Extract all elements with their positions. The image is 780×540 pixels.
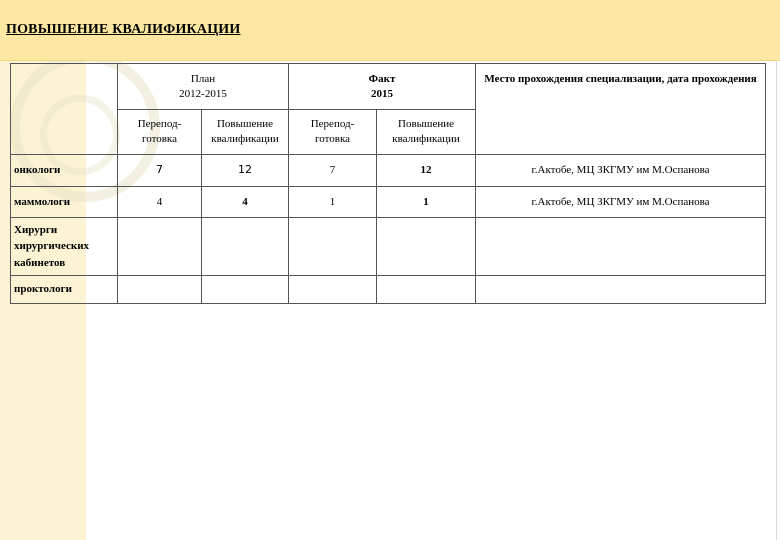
plan-qualification-value: 12 bbox=[202, 155, 289, 187]
row-label-multiline bbox=[11, 218, 118, 276]
row-label-line: кабинетов bbox=[14, 256, 66, 269]
header-bar bbox=[0, 0, 780, 61]
table-row bbox=[11, 276, 766, 304]
place-header: Место прохождения специализации, дата прохождения bbox=[476, 64, 766, 155]
plan-qualification-value: 4 bbox=[202, 187, 289, 218]
empty-cell bbox=[202, 218, 289, 276]
fact-qualification-line1: Повышение bbox=[398, 118, 455, 131]
fact-header: Факт bbox=[368, 72, 396, 85]
fact-retraining-header bbox=[289, 110, 377, 155]
empty-cell bbox=[476, 218, 766, 276]
empty-cell bbox=[289, 276, 377, 304]
qualification-table bbox=[10, 63, 766, 304]
fact-qualification-line2: квалификации bbox=[392, 133, 460, 145]
row-label: маммологи bbox=[11, 187, 118, 218]
fact-qualification-value: 1 bbox=[377, 187, 476, 218]
table-row bbox=[11, 218, 766, 276]
plan-retraining-value: 7 bbox=[118, 155, 202, 187]
header-row-1 bbox=[11, 64, 766, 110]
plan-qualification-line2: квалификации bbox=[211, 133, 279, 145]
empty-cell bbox=[476, 276, 766, 304]
fact-retraining-value: 7 bbox=[289, 155, 377, 187]
row-label: онкологи bbox=[11, 155, 118, 187]
plan-retraining-line1: Перепод- bbox=[137, 118, 182, 131]
empty-cell bbox=[118, 276, 202, 304]
empty-cell bbox=[289, 218, 377, 276]
page-title: ПОВЫШЕНИЕ КВАЛИФИКАЦИИ bbox=[6, 22, 241, 37]
fact-retraining-value: 1 bbox=[289, 187, 377, 218]
table-row bbox=[11, 187, 766, 218]
corner-cell bbox=[11, 64, 118, 155]
empty-cell bbox=[377, 218, 476, 276]
plan-header: План bbox=[190, 72, 216, 85]
plan-retraining-header bbox=[118, 110, 202, 155]
right-divider bbox=[776, 60, 777, 540]
plan-header-cell bbox=[118, 64, 289, 110]
fact-retraining-line1: Перепод- bbox=[310, 118, 355, 131]
fact-header-cell bbox=[289, 64, 476, 110]
fact-qualification-header bbox=[377, 110, 476, 155]
plan-qualification-header bbox=[202, 110, 289, 155]
plan-retraining-value: 4 bbox=[118, 187, 202, 218]
plan-qualification-line1: Повышение bbox=[216, 118, 274, 131]
empty-cell bbox=[377, 276, 476, 304]
plan-years: 2012-2015 bbox=[179, 87, 227, 100]
empty-cell bbox=[118, 218, 202, 276]
fact-year: 2015 bbox=[371, 87, 394, 100]
empty-cell bbox=[202, 276, 289, 304]
table-row bbox=[11, 155, 766, 187]
place-value: г.Актобе, МЦ ЗКГМУ им М.Оспанова bbox=[476, 155, 766, 187]
fact-retraining-line2: готовка bbox=[315, 133, 351, 145]
row-label-line: хирургических bbox=[14, 240, 90, 253]
row-label-line: Хирурги bbox=[14, 223, 58, 236]
plan-retraining-line2: готовка bbox=[141, 133, 177, 145]
fact-qualification-value: 12 bbox=[377, 155, 476, 187]
place-value: г.Актобе, МЦ ЗКГМУ им М.Оспанова bbox=[476, 187, 766, 218]
row-label: проктологи bbox=[11, 276, 118, 304]
